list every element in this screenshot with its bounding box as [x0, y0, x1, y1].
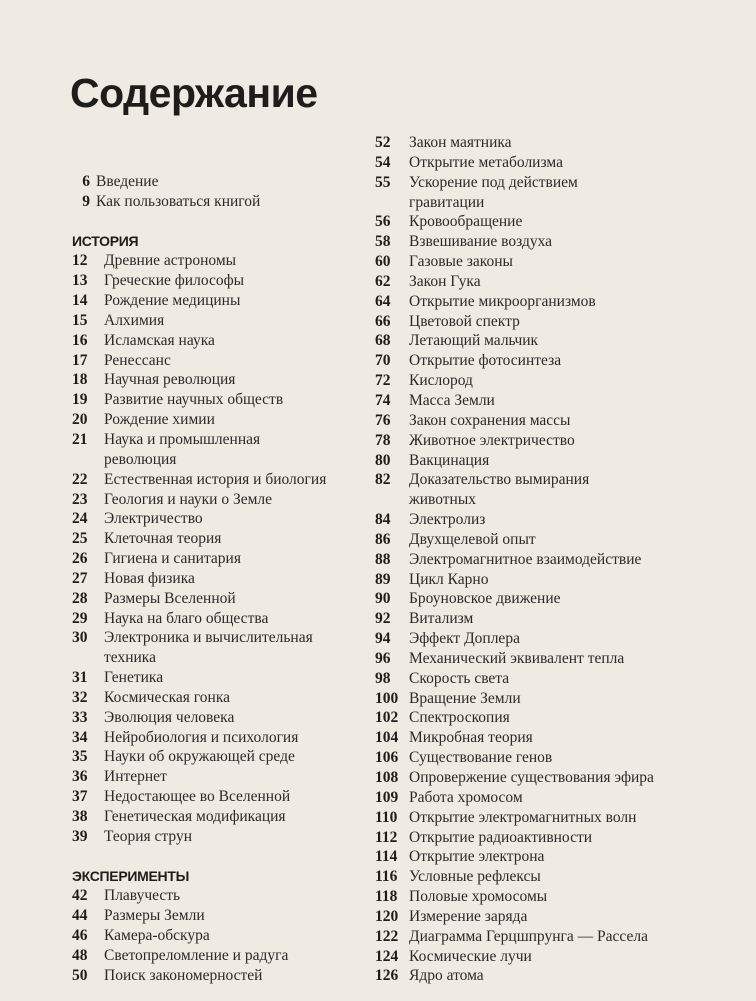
toc-entry[interactable]: [375, 728, 745, 748]
page-number: 89: [375, 570, 391, 588]
page-number: 114: [375, 848, 398, 866]
toc-entry[interactable]: [72, 926, 352, 946]
spacer: [72, 847, 352, 867]
page-number: 126: [375, 967, 399, 985]
entry-title: Масса Земли: [409, 391, 495, 409]
page-number: 66: [375, 312, 391, 330]
entry-title: Существование генов: [409, 749, 553, 767]
page-number: 31: [72, 669, 88, 687]
page-number: 94: [375, 630, 391, 648]
toc-entry[interactable]: [375, 748, 745, 768]
page-number: 12: [72, 252, 88, 270]
page-number: 80: [375, 451, 391, 469]
toc-entry[interactable]: [375, 907, 745, 927]
entry-title: Работа хромосом: [409, 788, 523, 806]
entry-title: Закон сохранения массы: [409, 411, 571, 429]
page-number: 60: [375, 253, 391, 271]
entry-title: Камера-обскура: [104, 927, 210, 945]
entry-title: Теория струн: [104, 827, 192, 845]
page-number: 76: [375, 411, 391, 429]
toc-entry[interactable]: [72, 192, 352, 212]
entry-title: Исламская наука: [104, 331, 215, 349]
toc-right-column: [375, 133, 745, 986]
page-number: 118: [375, 888, 398, 906]
page-number: 46: [72, 927, 88, 945]
entry-title: Ядро атома: [409, 967, 484, 985]
toc-entry[interactable]: [72, 609, 352, 629]
toc-entry[interactable]: [375, 947, 745, 967]
page-number: 25: [72, 530, 88, 548]
entry-title: Измерение заряда: [409, 907, 528, 925]
toc-entry[interactable]: [375, 153, 745, 173]
entry-title: Газовые законы: [409, 253, 513, 271]
entry-title: Космическая гонка: [104, 688, 230, 706]
toc-entry[interactable]: [72, 966, 352, 986]
toc-entry[interactable]: [375, 351, 745, 371]
entry-title: Как пользоваться книгой: [96, 192, 261, 210]
page-number: 42: [72, 887, 88, 905]
page-number: 32: [72, 688, 88, 706]
toc-entry[interactable]: [72, 430, 352, 470]
toc-entry[interactable]: [375, 887, 745, 907]
toc-entry[interactable]: [72, 370, 352, 390]
page-number: 120: [375, 907, 399, 925]
toc-entry[interactable]: [375, 629, 745, 649]
page-number: 112: [375, 828, 398, 846]
page-number: 72: [375, 372, 391, 390]
entry-title: Рождение медицины: [104, 292, 241, 310]
toc-entry[interactable]: [72, 589, 352, 609]
page-number: 34: [72, 728, 88, 746]
toc-entry[interactable]: [72, 490, 352, 510]
page-title: Содержание: [70, 70, 318, 116]
page-number: 55: [375, 173, 391, 191]
page-number: 28: [72, 589, 88, 607]
toc-entry[interactable]: [375, 530, 745, 550]
entry-title: Диаграмма Герцшпрунга — Рассела: [409, 927, 648, 945]
page-number: 19: [72, 391, 88, 409]
toc-entry[interactable]: [72, 331, 352, 351]
page-number: 56: [375, 213, 391, 231]
page-number: 64: [375, 292, 391, 310]
page-number: 124: [375, 947, 399, 965]
entry-title: Закон маятника: [409, 134, 512, 151]
entry-title: Ренессанс: [104, 351, 171, 369]
page-number: 109: [375, 788, 399, 806]
entry-title: Поиск закономерностей: [104, 966, 263, 984]
entry-title: Кислород: [409, 372, 473, 390]
toc-entry[interactable]: [72, 747, 352, 767]
entry-title: Витализм: [409, 610, 474, 628]
entry-title: Научная революция: [104, 371, 236, 389]
toc-entry[interactable]: [72, 946, 352, 966]
page-number: 17: [72, 351, 88, 369]
page-number: 39: [72, 827, 88, 845]
toc-entry[interactable]: [375, 669, 745, 689]
page-number: 108: [375, 769, 399, 786]
toc-entry[interactable]: [72, 807, 352, 827]
entry-title: Открытие радиоактивности: [409, 828, 593, 846]
entry-title: Цветовой спектр: [409, 312, 520, 330]
entry-title: Геология и науки о Земле: [104, 490, 273, 508]
entry-title: Опровержение существования эфира: [409, 769, 654, 786]
toc-entry[interactable]: [375, 708, 745, 728]
page-number: 22: [72, 470, 88, 488]
toc-entry[interactable]: [72, 569, 352, 589]
entry-title: Введение: [96, 173, 159, 190]
toc-entry[interactable]: [72, 390, 352, 410]
toc-entry[interactable]: [375, 232, 745, 252]
section-heading: ИСТОРИЯ: [72, 232, 139, 249]
toc-entry[interactable]: [375, 927, 745, 947]
page-number: 70: [375, 352, 391, 370]
page-number: 30: [72, 629, 88, 647]
page-number: 58: [375, 233, 391, 251]
page-number: 96: [375, 649, 391, 667]
toc-entry[interactable]: [375, 252, 745, 272]
entry-title: Броуновское движение: [409, 590, 561, 608]
toc-entry[interactable]: [375, 966, 745, 986]
entry-title: Открытие метаболизма: [409, 153, 563, 171]
entry-title: Закон Гука: [409, 272, 481, 290]
entry-title: Гигиена и санитария: [104, 550, 241, 568]
toc-entry[interactable]: [72, 787, 352, 807]
page-number: 6: [82, 173, 90, 190]
entry-title: Вакцинация: [409, 451, 490, 469]
entry-title: Открытие электрона: [409, 848, 545, 866]
entry-title: Наука и промышленная революция: [104, 430, 261, 468]
entry-title: Скорость света: [409, 669, 510, 687]
entry-title: Космические лучи: [409, 947, 532, 965]
toc-entry[interactable]: [375, 649, 745, 669]
page-number: 16: [72, 331, 88, 349]
toc-entry[interactable]: [72, 251, 352, 271]
page-number: 26: [72, 550, 88, 568]
toc-entry[interactable]: [72, 172, 352, 192]
toc-entry[interactable]: [375, 451, 745, 471]
toc-entry[interactable]: [375, 570, 745, 590]
page-number: 54: [375, 153, 391, 171]
toc-entry[interactable]: [375, 173, 745, 213]
entry-title: Естественная история и биология: [104, 470, 327, 488]
toc-entry[interactable]: [375, 391, 745, 411]
entry-title: Интернет: [104, 768, 167, 786]
entry-title: Взвешивание воздуха: [409, 233, 553, 251]
entry-title: Наука на благо общества: [104, 609, 269, 627]
toc-entry[interactable]: [72, 549, 352, 569]
entry-title: Генетика: [104, 669, 164, 687]
toc-entry[interactable]: [72, 906, 352, 926]
entry-title: Науки об окружающей среде: [104, 748, 295, 766]
page-number: 9: [82, 192, 90, 210]
toc-entry[interactable]: [375, 788, 745, 808]
entry-title: Цикл Карно: [409, 570, 489, 588]
page-number: 24: [72, 510, 88, 528]
entry-title: Ускорение под действием гравитации: [409, 173, 578, 211]
toc-entry[interactable]: [375, 371, 745, 391]
entry-title: Животное электричество: [409, 431, 575, 449]
entry-title: Недостающее во Вселенной: [104, 788, 291, 806]
page-number: 38: [72, 808, 88, 825]
toc-entry[interactable]: [72, 668, 352, 688]
entry-title: Двухщелевой опыт: [409, 530, 536, 548]
entry-title: Генетическая модификация: [104, 808, 286, 825]
toc-entry[interactable]: [72, 688, 352, 708]
page-number: 13: [72, 272, 88, 290]
toc-left-column: [72, 172, 352, 986]
page-number: 78: [375, 431, 391, 449]
toc-entry[interactable]: [72, 271, 352, 291]
entry-title: Половые хромосомы: [409, 888, 548, 906]
page-number: 102: [375, 709, 399, 727]
entry-title: Электричество: [104, 510, 203, 528]
toc-entry[interactable]: [375, 292, 745, 312]
page-number: 18: [72, 371, 88, 389]
toc-entry[interactable]: [375, 828, 745, 848]
toc-entry[interactable]: [72, 728, 352, 748]
entry-title: Спектроскопия: [409, 709, 510, 727]
entry-title: Открытие фотосинтеза: [409, 352, 562, 370]
entry-title: Рождение химии: [104, 411, 215, 429]
page-number: 98: [375, 669, 391, 687]
section-heading: ЭКСПЕРИМЕНТЫ: [72, 867, 189, 884]
page-number: 116: [375, 868, 398, 886]
entry-title: Развитие научных обществ: [104, 391, 284, 409]
entry-title: Вращение Земли: [409, 689, 521, 707]
entry-title: Светопреломление и радуга: [104, 946, 289, 964]
page-number: 90: [375, 590, 391, 608]
entry-title: Летающий мальчик: [409, 332, 539, 350]
entry-title: Микробная теория: [409, 729, 533, 747]
toc-entry[interactable]: [375, 867, 745, 887]
toc-entry[interactable]: [375, 589, 745, 609]
toc-entry[interactable]: [72, 291, 352, 311]
toc-entry[interactable]: [72, 529, 352, 549]
page-number: 84: [375, 511, 391, 529]
toc-entry[interactable]: [72, 628, 352, 668]
page-number: 15: [72, 311, 88, 329]
page-number: 44: [72, 907, 88, 925]
toc-entry[interactable]: [375, 312, 745, 332]
spacer: [72, 212, 352, 232]
page-number: 62: [375, 272, 391, 290]
toc-entry[interactable]: [72, 827, 352, 847]
page-number: 21: [72, 430, 88, 448]
entry-title: Нейробиология и психология: [104, 728, 299, 746]
toc-entry[interactable]: [72, 708, 352, 728]
toc-entry[interactable]: [72, 311, 352, 331]
entry-title: Размеры Вселенной: [104, 589, 236, 607]
page-number: 35: [72, 748, 88, 766]
toc-entry[interactable]: [375, 550, 745, 570]
entry-title: Механический эквивалент тепла: [409, 649, 625, 667]
entry-title: Размеры Земли: [104, 907, 205, 925]
entry-title: Электромагнитное взаимодействие: [409, 550, 642, 568]
toc-entry[interactable]: [72, 410, 352, 430]
page-number: 52: [375, 134, 391, 151]
toc-entry[interactable]: [375, 808, 745, 828]
page-number: 37: [72, 788, 88, 806]
toc-entry[interactable]: [375, 212, 745, 232]
toc-entry[interactable]: [375, 847, 745, 867]
page-number: 110: [375, 808, 398, 826]
entry-title: Открытие микроорганизмов: [409, 292, 596, 310]
page-number: 27: [72, 569, 88, 587]
toc-entry[interactable]: [375, 510, 745, 530]
page-number: 29: [72, 609, 88, 627]
page-number: 14: [72, 292, 88, 310]
toc-entry[interactable]: [375, 689, 745, 709]
toc-entry[interactable]: [72, 886, 352, 906]
page-number: 50: [72, 966, 88, 984]
page-number: 48: [72, 946, 88, 964]
entry-title: Эффект Доплера: [409, 630, 520, 648]
toc-entry[interactable]: [375, 272, 745, 292]
page-number: 86: [375, 530, 391, 548]
entry-title: Греческие философы: [104, 272, 245, 290]
entry-title: Электроника и вычислительная техника: [104, 629, 313, 667]
toc-entry[interactable]: [72, 767, 352, 787]
toc-entry[interactable]: [375, 411, 745, 431]
toc-entry[interactable]: [375, 470, 745, 510]
page-number: 92: [375, 610, 391, 628]
toc-entry[interactable]: [72, 351, 352, 371]
entry-title: Доказательство вымирания животных: [409, 471, 590, 509]
entry-title: Кровообращение: [409, 213, 523, 231]
page-number: 100: [375, 689, 399, 707]
page-number: 20: [72, 411, 88, 429]
toc-entry[interactable]: [375, 431, 745, 451]
toc-entry[interactable]: [375, 133, 745, 153]
toc-entry[interactable]: [375, 609, 745, 629]
page-number: 36: [72, 768, 88, 786]
toc-entry[interactable]: [375, 331, 745, 351]
page-number: 104: [375, 729, 399, 747]
entry-title: Электролиз: [409, 511, 486, 529]
page-number: 82: [375, 471, 391, 489]
toc-entry[interactable]: [72, 509, 352, 529]
page-number: 106: [375, 749, 399, 767]
page-number: 122: [375, 927, 399, 945]
page-number: 74: [375, 391, 391, 409]
entry-title: Алхимия: [104, 311, 165, 329]
entry-title: Эволюция человека: [104, 708, 235, 726]
page-number: 23: [72, 490, 88, 508]
entry-title: Плавучесть: [104, 887, 181, 905]
page-number: 33: [72, 708, 88, 726]
entry-title: Условные рефлексы: [409, 868, 541, 886]
page-number: 88: [375, 550, 391, 568]
page-number: 68: [375, 332, 391, 350]
entry-title: Открытие электромагнитных волн: [409, 808, 637, 826]
entry-title: Клеточная теория: [104, 530, 222, 548]
entry-title: Новая физика: [104, 569, 195, 587]
toc-entry[interactable]: [375, 768, 745, 788]
entry-title: Древние астрономы: [104, 252, 237, 270]
toc-entry[interactable]: [72, 470, 352, 490]
